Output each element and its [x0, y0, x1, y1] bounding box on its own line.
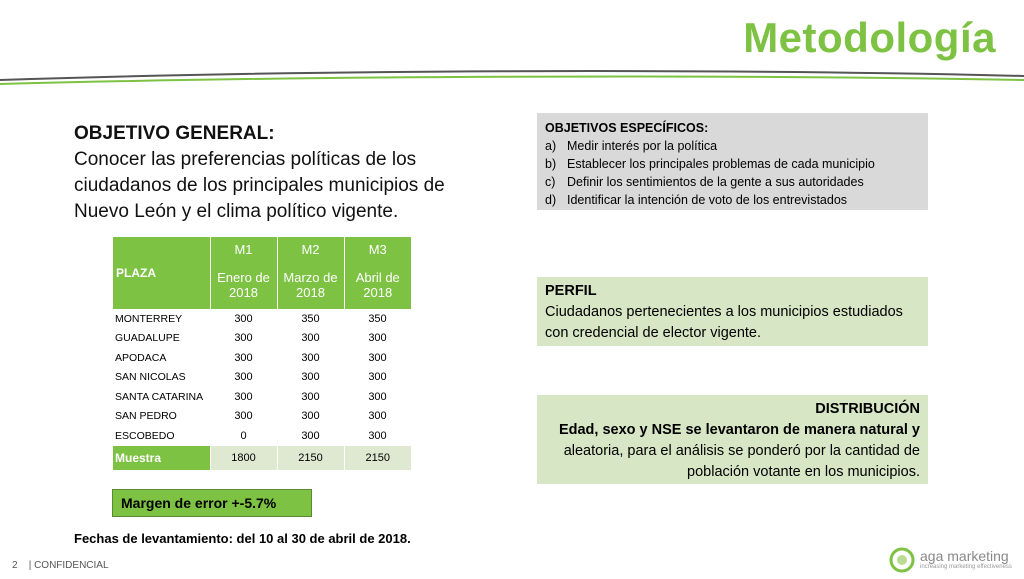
table-row: SAN PEDRO 300 300 300 [115, 410, 387, 423]
column-header: M2 [277, 237, 344, 261]
page-title: Metodología [743, 14, 996, 61]
perfil-heading: PERFIL [545, 283, 597, 299]
list-item: c) Definir los sentimientos de la gente a sus autoridades [545, 175, 864, 189]
logo-tagline: increasing marketing effectiveness [920, 564, 1012, 570]
list-item: b) Establecer los principales problemas de cada municipio [545, 157, 875, 171]
margen-error-badge: Margen de error +-5.7% [112, 489, 312, 517]
table-row: SAN NICOLAS 300 300 300 [115, 371, 387, 384]
footer [12, 560, 109, 571]
logo-name: aga marketing [920, 548, 1009, 564]
distribucion-bold-text: Edad, sexo y NSE se levantaron de manera natural y [558, 422, 920, 438]
perfil-box [537, 277, 928, 346]
objetivo-general-text: Conocer las preferencias políticas de los ciudadanos de los principales municipios de Nuevo León y el clima político vigente. [74, 149, 445, 222]
perfil-text: Ciudadanos pertenecientes a los municipios estudiados con credencial de elector vigente. [545, 304, 903, 341]
objetivo-general-heading: OBJETIVO GENERAL: [74, 123, 275, 144]
objetivos-especificos-heading: OBJETIVOS ESPECÍFICOS: [545, 121, 709, 135]
table-row: GUADALUPE 300 300 300 [115, 332, 387, 345]
distribucion-text: aleatoria, para el análisis se ponderó por la cantidad de población votante en los municipios. [563, 443, 920, 480]
page-number: 2 [12, 560, 18, 571]
list-item: a) Medir interés por la política [545, 139, 718, 153]
column-date: Abril de 2018 [344, 261, 411, 309]
table-row: SANTA CATARINA 300 300 300 [115, 390, 387, 403]
distribucion-heading: DISTRIBUCIÓN [815, 401, 920, 417]
table-row: MONTERREY 300 350 350 [115, 312, 387, 325]
fechas-levantamiento: Fechas de levantamiento: del 10 al 30 de abril de 2018. [74, 531, 411, 546]
column-date: Enero de 2018 [210, 261, 277, 309]
column-header: M3 [344, 237, 411, 261]
distribucion-box [537, 395, 928, 484]
column-date: Marzo de 2018 [277, 261, 344, 309]
table-header-row [113, 237, 411, 261]
table-row: ESCOBEDO 0 300 300 [115, 429, 387, 442]
swirl-icon [888, 546, 918, 574]
header-swoosh [0, 64, 1024, 94]
table-row: APODACA 300 300 300 [115, 351, 387, 364]
confidential-label: | CONFIDENCIAL [28, 560, 109, 571]
column-header: M1 [210, 237, 277, 261]
objetivos-especificos-box [537, 113, 928, 210]
plaza-header: PLAZA [113, 237, 210, 309]
sample-table [113, 237, 411, 470]
aga-logo [888, 546, 1020, 574]
total-row: Muestra 1800 2150 2150 [113, 446, 411, 470]
list-item: d) Identificar la intención de voto de los entrevistados [545, 193, 848, 207]
objetivo-general [74, 121, 474, 225]
